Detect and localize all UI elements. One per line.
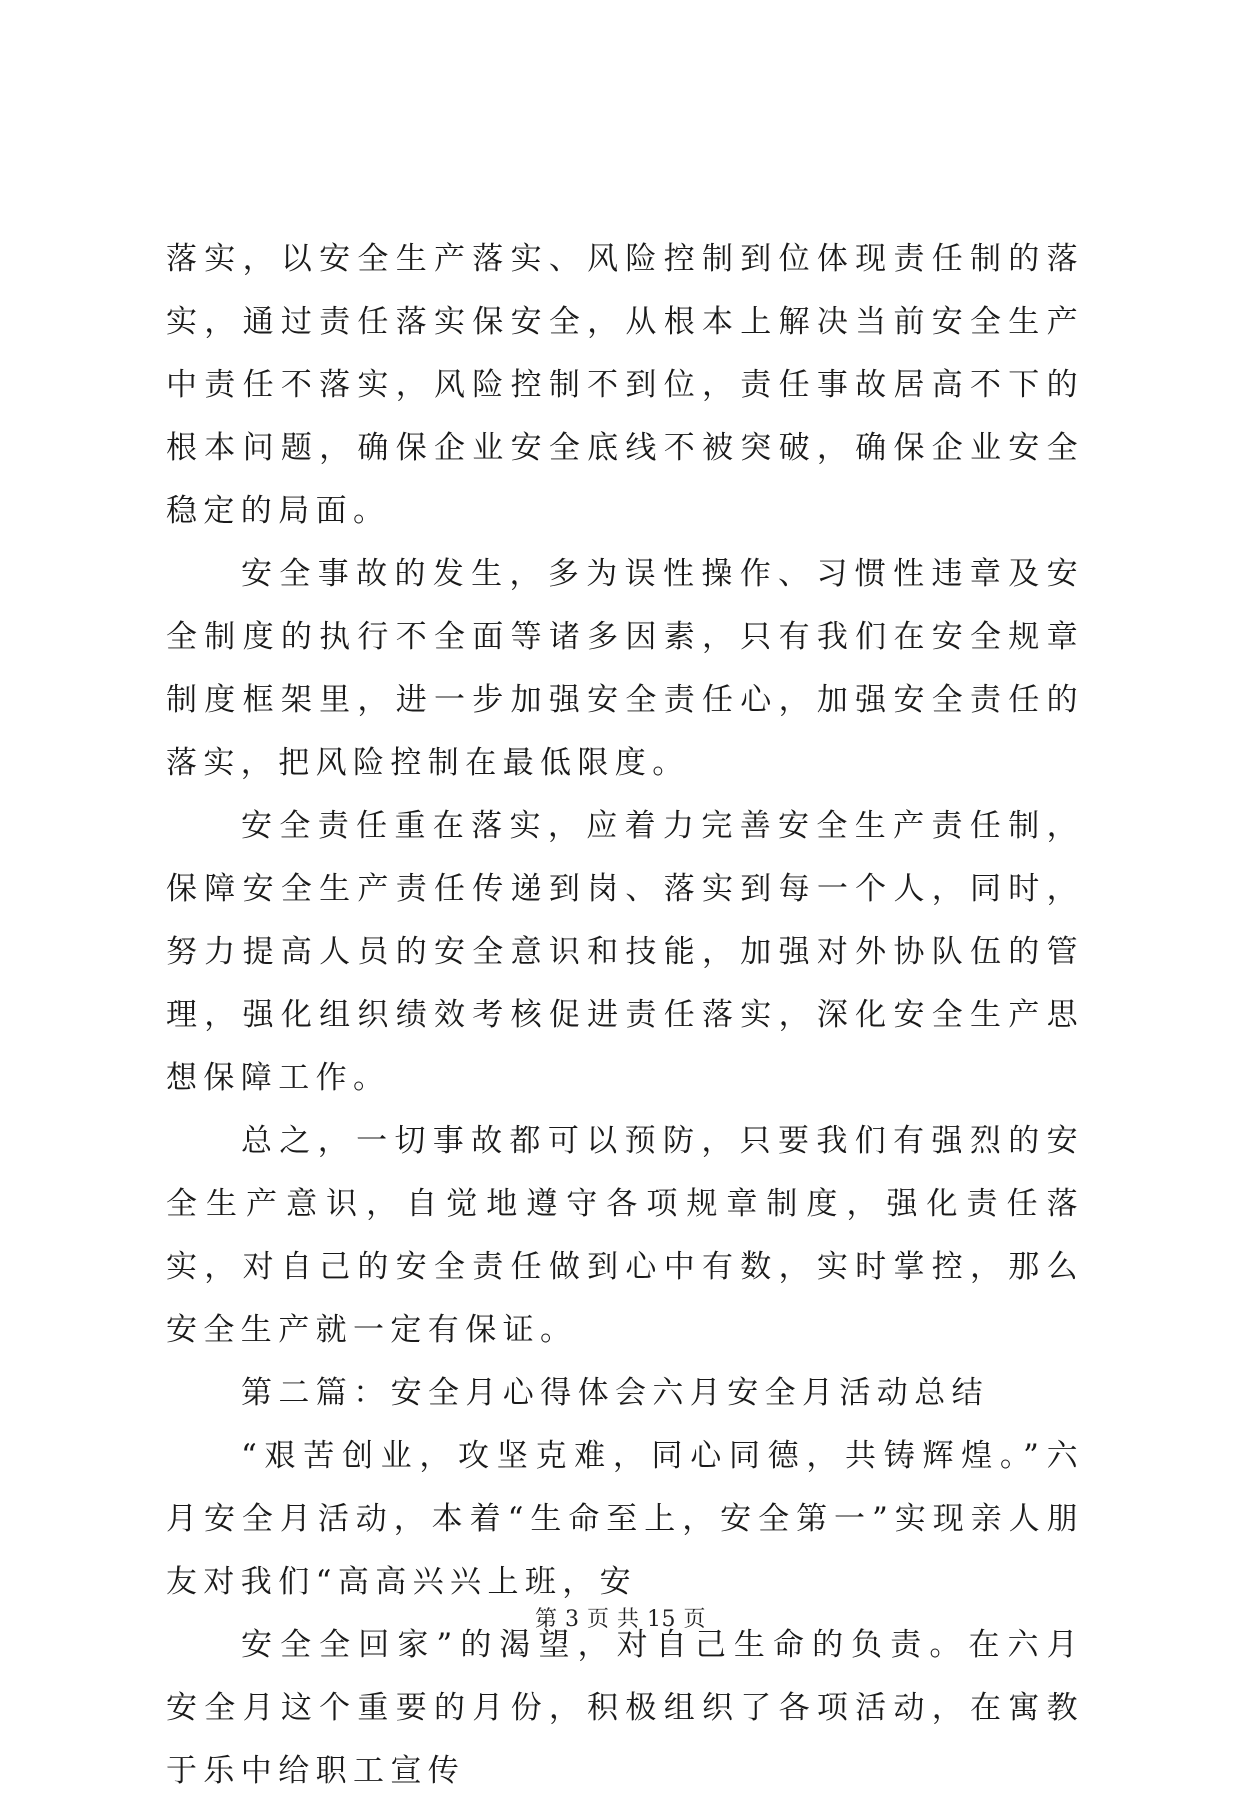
section-heading: 第二篇：安全月心得体会六月安全月活动总结: [241, 1375, 989, 1411]
paragraph: 安全事故的发生，多为误性操作、习惯性违章及安全制度的执行不全面等诸多因素，只有我们在安全规章制度框架里，进一步加强安全责任心，加强安全责任的落实，把风险控制在最低限度。: [166, 556, 1084, 781]
paragraph: 总之，一切事故都可以预防，只要我们有强烈的安全生产意识，自觉地遵守各项规章制度，强化责任落实，对自己的安全责任做到心中有数，实时掌控，那么安全生产就一定有保证。: [166, 1123, 1084, 1348]
paragraph: “艰苦创业，攻坚克难，同心同德，共铸辉煌。”六月安全月活动，本着“生命至上，安全第一”实现亲人朋友对我们“高高兴兴上班，安: [166, 1438, 1084, 1600]
page-number-footer: 第 3 页 共 15 页: [535, 1607, 706, 1632]
paragraph: 安全责任重在落实，应着力完善安全生产责任制，保障安全生产责任传递到岗、落实到每一个人，同时，努力提高人员的安全意识和技能，加强对外协队伍的管理，强化组织绩效考核促进责任落实，深化安全生产思想保障工作。: [166, 808, 1084, 1096]
paragraph-continuation: 落实，以安全生产落实、风险控制到位体现责任制的落实，通过责任落实保安全，从根本上解决当前安全生产中责任不落实，风险控制不到位，责任事故居高不下的根本问题，确保企业安全底线不被突破，确保企业安全稳定的局面。: [166, 241, 1084, 529]
paragraph: 安全全回家”的渴望，对自己生命的负责。在六月安全月这个重要的月份，积极组织了各项活动，在寓教于乐中给职工宣传: [166, 1627, 1084, 1789]
document-body: [166, 228, 1084, 1803]
